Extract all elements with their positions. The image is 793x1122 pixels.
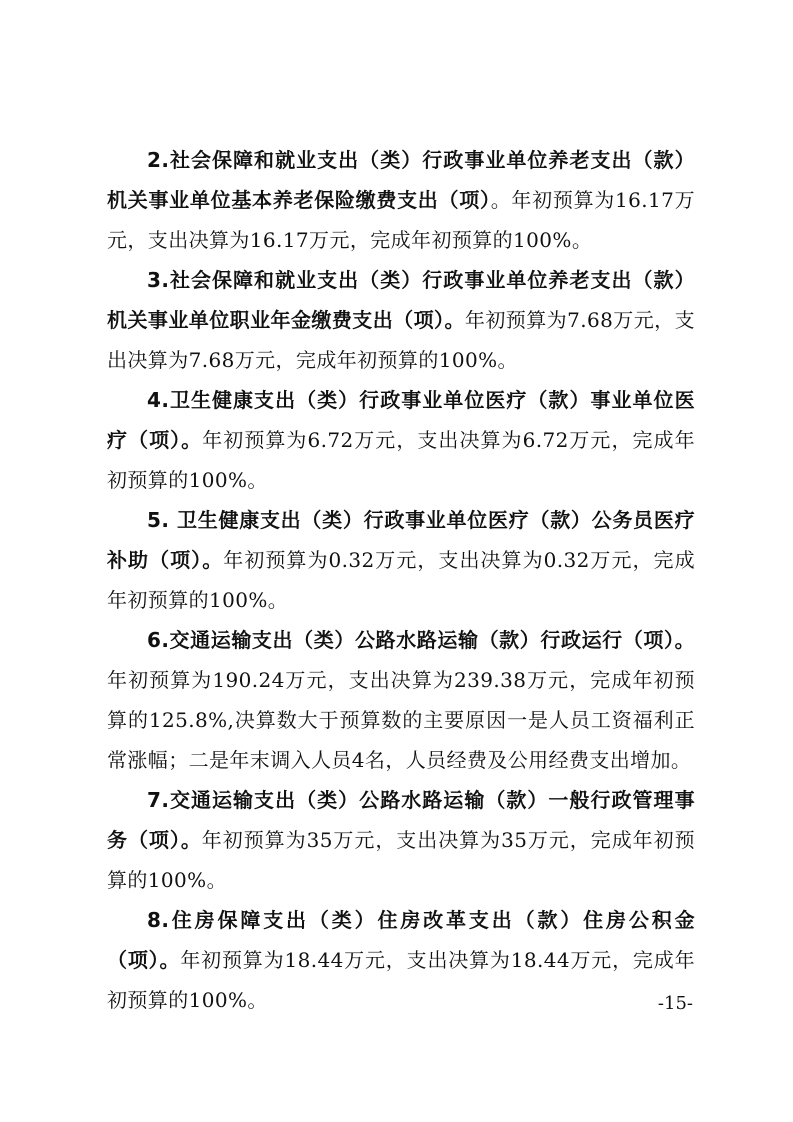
paragraph-item-8: [107, 900, 695, 1020]
paragraph-text: 年初预算为7.68万元，支出决算为7.68万元，完成年初预算的100%。: [107, 308, 696, 372]
paragraph-heading: 4.卫生健康支出（类）行政事业单位医疗（款）事业单位医疗（项）。: [107, 388, 695, 452]
paragraph-text: 年初预算为18.44万元，支出决算为18.44万元，完成年初预算的100%。: [107, 948, 695, 1012]
paragraph-item-6: [107, 620, 695, 780]
paragraph-item-7: [107, 780, 695, 900]
paragraph-text: 年初预算为35万元，支出决算为35万元，完成年初预算的100%。: [107, 828, 695, 892]
paragraph-heading: 7.交通运输支出（类）公路水路运输（款）一般行政管理事务（项）。: [107, 788, 695, 852]
paragraph-heading: 3.社会保障和就业支出（类）行政事业单位养老支出（款）机关事业单位职业年金缴费支出（项）。: [107, 268, 695, 332]
paragraph-item-4: [107, 380, 695, 500]
paragraph-heading: 5. 卫生健康支出（类）行政事业单位医疗（款）公务员医疗补助（项）。: [107, 508, 695, 572]
document-body: [107, 140, 695, 1020]
paragraph-text: 年初预算为6.72万元，支出决算为6.72万元，完成年初预算的100%。: [107, 428, 695, 492]
paragraph-item-5: [107, 500, 695, 620]
paragraph-heading: 8.住房保障支出（类）住房改革支出（款）住房公积金（项）。: [107, 908, 695, 972]
page-number: -15-: [657, 993, 693, 1014]
paragraph-text: 。年初预算为16.17万元，支出决算为16.17万元，完成年初预算的100%。: [107, 188, 695, 252]
paragraph-item-3: [107, 260, 695, 380]
paragraph-text: 年初预算为0.32万元，支出决算为0.32万元，完成年初预算的100%。: [107, 548, 695, 612]
paragraph-heading: 2.社会保障和就业支出（类）行政事业单位养老支出（款）机关事业单位基本养老保险缴费支出（项）: [107, 148, 695, 212]
paragraph-item-2: [107, 140, 695, 260]
paragraph-heading: 6.交通运输支出（类）公路水路运输（款）行政运行（项）。: [147, 628, 695, 652]
paragraph-text: 年初预算为190.24万元，支出决算为239.38万元，完成年初预算的125.8%,决算数大于预算数的主要原因一是人员工资福利正常涨幅；二是年末调入人员4名，人员经费及公用经费支出增加。: [107, 668, 695, 772]
